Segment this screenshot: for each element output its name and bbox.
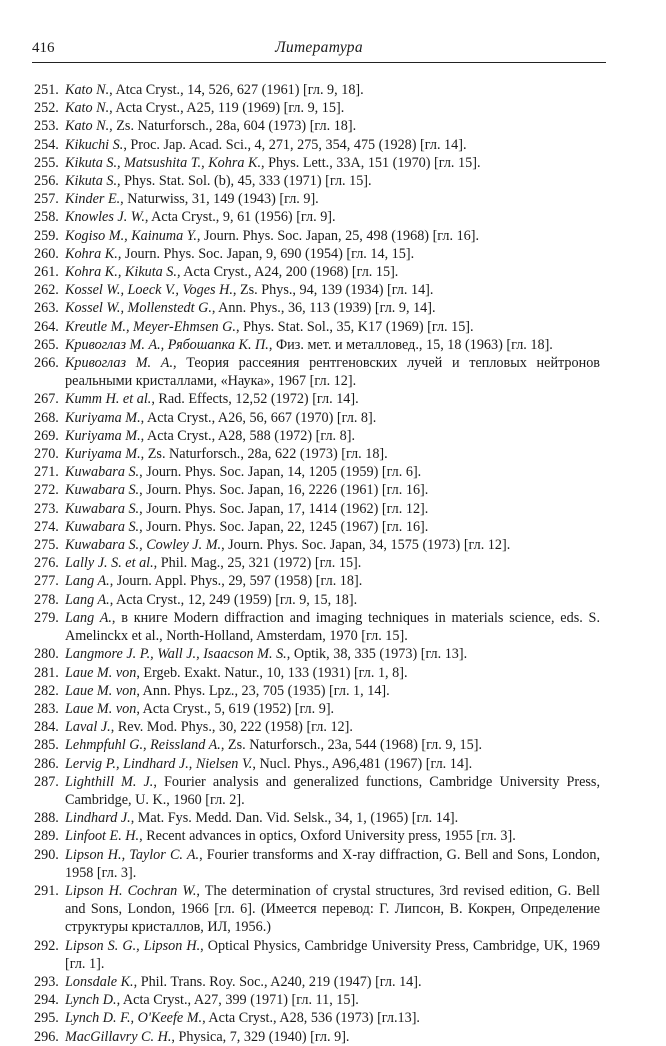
- reference-details: , Journ. Appl. Phys., 29, 597 (1958) [гл. 18].: [109, 573, 363, 590]
- reference-entry: [34, 882, 600, 937]
- reference-body: [65, 1009, 600, 1027]
- reference-number: 256.: [34, 173, 59, 190]
- reference-details: , Journ. Phys. Soc. Japan, 14, 1205 (1959) [гл. 6].: [139, 464, 422, 481]
- reference-details: , The determination of crystal structures, 3rd revised edition, G. Bell and Sons, London, 1966 [гл. 6]. (Имеется перевод: Г. Липсон, В. Кокрен, Определение структуры кристаллов, ИЛ, 1956.): [65, 882, 600, 936]
- reference-entry: [34, 991, 600, 1009]
- reference-number: 267.: [34, 391, 59, 408]
- reference-body: [65, 318, 600, 336]
- reference-entry: [34, 973, 600, 991]
- reference-authors: Kuriyama M.: [65, 409, 141, 426]
- reference-details: , Ann. Phys. Lpz., 23, 705 (1935) [гл. 1, 14].: [136, 682, 390, 699]
- reference-entry: [34, 846, 600, 882]
- running-title: Литература: [275, 39, 363, 56]
- reference-number: 283.: [34, 700, 59, 717]
- reference-body: [65, 117, 600, 135]
- reference-entry: [34, 190, 600, 208]
- reference-authors: Lynch D. F., O'Keefe M.: [65, 1010, 203, 1027]
- reference-list: [34, 81, 600, 1046]
- reference-details: , Phys. Stat. Sol., 35, K17 (1969) [гл. 15].: [235, 318, 474, 335]
- reference-number: 269.: [34, 427, 59, 444]
- reference-details: , Zs. Naturforsch., 23a, 544 (1968) [гл. 9, 15].: [220, 737, 483, 754]
- reference-body: [65, 664, 600, 682]
- reference-number: 253.: [34, 118, 59, 135]
- reference-body: [65, 700, 600, 718]
- reference-body: [65, 154, 600, 172]
- reference-entry: [34, 409, 600, 427]
- reference-body: [65, 609, 600, 645]
- reference-authors: Lally J. S. et al.: [65, 555, 154, 572]
- reference-number: 255.: [34, 154, 59, 171]
- reference-details: , Naturwiss, 31, 149 (1943) [гл. 9].: [120, 191, 319, 208]
- reference-entry: [34, 536, 600, 554]
- reference-authors: Kogiso M., Kainuma Y.: [65, 227, 197, 244]
- reference-body: [65, 208, 600, 226]
- reference-entry: [34, 554, 600, 572]
- reference-body: [65, 882, 600, 937]
- reference-authors: Laue M. von: [65, 664, 137, 681]
- reference-number: 275.: [34, 537, 59, 554]
- reference-details: , Journ. Phys. Soc. Japan, 9, 690 (1954) [гл. 14, 15].: [117, 245, 415, 262]
- reference-entry: [34, 208, 600, 226]
- reference-number: 276.: [34, 555, 59, 572]
- reference-authors: Lang A.: [65, 591, 110, 608]
- reference-authors: Lipson H., Taylor C. A.: [65, 846, 200, 863]
- reference-authors: Lipson S. G., Lipson H.: [65, 937, 201, 954]
- reference-authors: Kuwabara S.: [65, 500, 140, 517]
- reference-authors: Kikuta S., Matsushita T., Kohra K.: [65, 154, 262, 171]
- reference-details: , Acta Cryst., A28, 588 (1972) [гл. 8].: [140, 427, 355, 444]
- reference-body: [65, 773, 600, 809]
- reference-body: [65, 263, 600, 281]
- reference-authors: Kuriyama M.: [65, 446, 141, 463]
- reference-number: 268.: [34, 409, 59, 426]
- reference-details: , Proc. Jap. Acad. Sci., 4, 271, 275, 354, 475 (1928) [гл. 14].: [123, 136, 467, 153]
- reference-body: [65, 554, 600, 572]
- reference-number: 282.: [34, 682, 59, 699]
- reference-body: [65, 591, 600, 609]
- reference-authors: Linfoot E. H.: [65, 828, 140, 845]
- reference-authors: Lipson H. Cochran W.: [65, 882, 197, 899]
- reference-authors: Kohra K., Kikuta S.: [65, 264, 177, 281]
- reference-number: 271.: [34, 464, 59, 481]
- reference-authors: Kato N.: [65, 82, 110, 98]
- reference-body: [65, 500, 600, 518]
- reference-number: 260.: [34, 245, 59, 262]
- reference-authors: Kikuchi S.: [65, 136, 124, 153]
- reference-number: 289.: [34, 828, 59, 845]
- reference-body: [65, 245, 600, 263]
- reference-details: , Ergeb. Exakt. Natur., 10, 133 (1931) [гл. 1, 8].: [136, 664, 408, 681]
- reference-entry: [34, 591, 600, 609]
- reference-authors: Knowles J. W.: [65, 209, 145, 226]
- reference-entry: [34, 445, 600, 463]
- reference-authors: Kato N.: [65, 118, 110, 135]
- reference-entry: [34, 682, 600, 700]
- reference-entry: [34, 117, 600, 135]
- reference-details: , Acta Cryst., 5, 619 (1952) [гл. 9].: [136, 700, 335, 717]
- reference-details: , Физ. мет. и металловед., 15, 18 (1963) [гл. 18].: [268, 336, 553, 353]
- reference-details: , Phys. Lett., 33A, 151 (1970) [гл. 15].: [261, 154, 481, 171]
- reference-authors: Lonsdale K.: [65, 973, 134, 990]
- reference-body: [65, 645, 600, 663]
- reference-details: , Phys. Stat. Sol. (b), 45, 333 (1971) [гл. 15].: [117, 173, 372, 190]
- reference-number: 296.: [34, 1028, 59, 1045]
- reference-details: , Nucl. Phys., A96,481 (1967) [гл. 14].: [252, 755, 473, 772]
- reference-entry: [34, 1009, 600, 1027]
- reference-number: 270.: [34, 446, 59, 463]
- reference-details: , Zs. Naturforsch., 28a, 622 (1973) [гл. 18].: [140, 446, 388, 463]
- reference-entry: [34, 154, 600, 172]
- reference-details: , Rad. Effects, 12,52 (1972) [гл. 14].: [151, 391, 359, 408]
- reference-authors: Kuwabara S.: [65, 464, 140, 481]
- reference-body: [65, 390, 600, 408]
- reference-body: [65, 481, 600, 499]
- reference-authors: Lehmpfuhl G., Reissland A.: [65, 737, 221, 754]
- reference-body: [65, 281, 600, 299]
- page-number: 416: [32, 40, 55, 56]
- reference-authors: Lang A.: [65, 609, 112, 626]
- reference-entry: [34, 318, 600, 336]
- reference-body: [65, 991, 600, 1009]
- reference-entry: [34, 718, 600, 736]
- reference-number: 280.: [34, 646, 59, 663]
- reference-details: , в книге Modern diffraction and imaging techniques in materials science, eds. S. Amelinckx et al., North-Holland, Amsterdam, 1970 [гл. 15].: [65, 609, 600, 645]
- reference-authors: Kato N.: [65, 100, 110, 117]
- reference-number: 254.: [34, 136, 59, 153]
- reference-number: 292.: [34, 937, 59, 954]
- reference-body: [65, 427, 600, 445]
- reference-details: , Acta Cryst., A24, 200 (1968) [гл. 15].: [176, 264, 399, 281]
- reference-details: , Optical Physics, Cambridge University Press, Cambridge, UK, 1969 [гл. 1].: [65, 937, 601, 972]
- reference-number: 251.: [34, 82, 59, 98]
- reference-details: , Mat. Fys. Medd. Dan. Vid. Selsk., 34, 1, (1965) [гл. 14].: [130, 810, 459, 827]
- reference-number: 288.: [34, 810, 59, 827]
- reference-number: 285.: [34, 737, 59, 754]
- reference-number: 279.: [34, 609, 59, 626]
- reference-entry: [34, 755, 600, 773]
- reference-number: 286.: [34, 755, 59, 772]
- reference-authors: Laue M. von: [65, 700, 137, 717]
- reference-entry: [34, 937, 600, 973]
- reference-entry: [34, 500, 600, 518]
- reference-body: [65, 190, 600, 208]
- reference-details: , Journ. Phys. Soc. Japan, 22, 1245 (1967) [гл. 16].: [139, 518, 429, 535]
- reference-body: [65, 755, 600, 773]
- reference-number: 284.: [34, 719, 59, 736]
- reference-body: [65, 718, 600, 736]
- reference-number: 252.: [34, 100, 59, 117]
- reference-entry: [34, 136, 600, 154]
- reference-authors: Kohra K.: [65, 245, 118, 262]
- reference-body: [65, 973, 600, 991]
- reference-authors: Kuwabara S., Cowley J. M.: [65, 537, 222, 554]
- reference-authors: Lighthill M. J.: [65, 773, 154, 790]
- reference-details: , Acta Cryst., A25, 119 (1969) [гл. 9, 15].: [109, 100, 345, 117]
- reference-authors: Kikuta S.: [65, 173, 118, 190]
- reference-authors: Lang A.: [65, 573, 110, 590]
- reference-details: , Ann. Phys., 36, 113 (1939) [гл. 9, 14].: [211, 300, 436, 317]
- reference-entry: [34, 463, 600, 481]
- reference-body: [65, 99, 600, 117]
- reference-authors: Lindhard J.: [65, 810, 131, 827]
- reference-number: 273.: [34, 500, 59, 517]
- reference-details: , Journ. Phys. Soc. Japan, 16, 2226 (1961) [гл. 16].: [139, 482, 429, 499]
- reference-entry: [34, 172, 600, 190]
- reference-body: [65, 518, 600, 536]
- reference-authors: Langmore J. P., Wall J., Isaacson M. S.: [65, 646, 287, 663]
- reference-details: , Rev. Mod. Phys., 30, 222 (1958) [гл. 12].: [110, 719, 353, 736]
- reference-body: [65, 172, 600, 190]
- reference-body: [65, 682, 600, 700]
- reference-entry: [34, 390, 600, 408]
- reference-entry: [34, 354, 600, 390]
- reference-number: 274.: [34, 518, 59, 535]
- reference-entry: [34, 827, 600, 845]
- reference-body: [65, 536, 600, 554]
- reference-number: 264.: [34, 318, 59, 335]
- reference-body: [65, 809, 600, 827]
- reference-authors: Laval J.: [65, 719, 111, 736]
- reference-body: [65, 736, 600, 754]
- reference-number: 291.: [34, 882, 59, 899]
- reference-authors: Kinder E.: [65, 191, 121, 208]
- reference-authors: Kuwabara S.: [65, 482, 140, 499]
- reference-body: [65, 136, 600, 154]
- reference-authors: MacGillavry C. H.: [65, 1028, 172, 1045]
- reference-details: , Acta Cryst., 9, 61 (1956) [гл. 9].: [144, 209, 336, 226]
- reference-details: , Optik, 38, 335 (1973) [гл. 13].: [286, 646, 468, 663]
- reference-details: , Теория рассеяния рентгеновских лучей и тепловых нейтронов реальными кристаллами, «Наука», 1967 [гл. 12].: [65, 355, 600, 390]
- reference-body: [65, 336, 600, 354]
- reference-entry: [34, 245, 600, 263]
- reference-authors: Kossel W., Loeck V., Voges H.: [65, 282, 233, 299]
- reference-details: , Recent advances in optics, Oxford University press, 1955 [гл. 3].: [139, 828, 516, 845]
- reference-entry: [34, 1028, 600, 1046]
- reference-entry: [34, 518, 600, 536]
- reference-entry: [34, 773, 600, 809]
- reference-number: 265.: [34, 336, 59, 353]
- reference-body: [65, 299, 600, 317]
- reference-entry: [34, 299, 600, 317]
- reference-entry: [34, 809, 600, 827]
- reference-details: , Journ. Phys. Soc. Japan, 17, 1414 (1962) [гл. 12].: [139, 500, 429, 517]
- reference-entry: [34, 664, 600, 682]
- reference-number: 259.: [34, 227, 59, 244]
- reference-number: 263.: [34, 300, 59, 317]
- reference-number: 261.: [34, 264, 59, 281]
- reference-authors: Кривоглаз М. А., Рябошапка К. П.: [65, 336, 269, 353]
- reference-number: 278.: [34, 591, 59, 608]
- reference-body: [65, 227, 600, 245]
- reference-entry: [34, 609, 600, 645]
- reference-entry: [34, 99, 600, 117]
- reference-number: 257.: [34, 191, 59, 208]
- reference-details: , Acta Cryst., 12, 249 (1959) [гл. 9, 15, 18].: [109, 591, 358, 608]
- reference-authors: Lervig P., Lindhard J., Nielsen V.: [65, 755, 253, 772]
- reference-details: , Journ. Phys. Soc. Japan, 34, 1575 (1973) [гл. 12].: [221, 537, 511, 554]
- reference-entry: [34, 81, 600, 99]
- reference-authors: Kuriyama M.: [65, 427, 141, 444]
- reference-number: 281.: [34, 664, 59, 681]
- reference-body: [65, 827, 600, 845]
- reference-entry: [34, 481, 600, 499]
- reference-number: 295.: [34, 1010, 59, 1027]
- reference-number: 277.: [34, 573, 59, 590]
- page-header: [32, 38, 606, 63]
- reference-details: , Fourier transforms and X-ray diffraction, G. Bell and Sons, London, 1958 [гл. 3].: [65, 846, 600, 881]
- reference-body: [65, 81, 600, 99]
- reference-authors: Kumm H. et al.: [65, 391, 152, 408]
- reference-authors: Kreutle M., Meyer-Ehmsen G.: [65, 318, 236, 335]
- reference-body: [65, 409, 600, 427]
- reference-authors: Кривоглаз М. А.: [65, 355, 173, 372]
- reference-number: 287.: [34, 773, 59, 790]
- reference-body: [65, 463, 600, 481]
- reference-details: , Zs. Naturforsch., 28a, 604 (1973) [гл. 18].: [109, 118, 357, 135]
- reference-authors: Laue M. von: [65, 682, 137, 699]
- reference-authors: Kuwabara S.: [65, 518, 140, 535]
- reference-number: 266.: [34, 355, 59, 372]
- reference-details: , Acta Cryst., A27, 399 (1971) [гл. 11, 15].: [116, 992, 359, 1009]
- reference-number: 290.: [34, 846, 59, 863]
- reference-body: [65, 445, 600, 463]
- reference-details: , Fourier analysis and generalized functions, Cambridge University Press, Cambridge, U. K., 1960 [гл. 2].: [65, 773, 600, 808]
- reference-details: , Physica, 7, 329 (1940) [гл. 9].: [171, 1028, 350, 1045]
- reference-number: 262.: [34, 282, 59, 299]
- reference-body: [65, 354, 600, 390]
- reference-details: , Atca Cryst., 14, 526, 627 (1961) [гл. 9, 18].: [109, 82, 364, 98]
- reference-number: 293.: [34, 973, 59, 990]
- reference-authors: Kossel W., Mollenstedt G.: [65, 300, 212, 317]
- reference-number: 258.: [34, 209, 59, 226]
- reference-details: , Zs. Phys., 94, 139 (1934) [гл. 14].: [232, 282, 434, 299]
- reference-entry: [34, 700, 600, 718]
- reference-entry: [34, 427, 600, 445]
- reference-details: , Acta Cryst., A28, 536 (1973) [гл.13].: [202, 1010, 420, 1027]
- reference-entry: [34, 572, 600, 590]
- reference-entry: [34, 263, 600, 281]
- reference-body: [65, 1028, 600, 1046]
- reference-entry: [34, 281, 600, 299]
- reference-entry: [34, 336, 600, 354]
- reference-details: , Journ. Phys. Soc. Japan, 25, 498 (1968) [гл. 16].: [196, 227, 480, 244]
- reference-entry: [34, 227, 600, 245]
- reference-authors: Lynch D.: [65, 992, 117, 1009]
- reference-number: 294.: [34, 992, 59, 1009]
- reference-body: [65, 846, 600, 882]
- reference-body: [65, 572, 600, 590]
- reference-details: , Phil. Trans. Roy. Soc., A240, 219 (1947) [гл. 14].: [133, 973, 422, 990]
- reference-details: , Acta Cryst., A26, 56, 667 (1970) [гл. 8].: [140, 409, 377, 426]
- reference-details: , Phil. Mag., 25, 321 (1972) [гл. 15].: [153, 555, 362, 572]
- reference-entry: [34, 645, 600, 663]
- reference-body: [65, 937, 600, 973]
- reference-entry: [34, 736, 600, 754]
- reference-number: 272.: [34, 482, 59, 499]
